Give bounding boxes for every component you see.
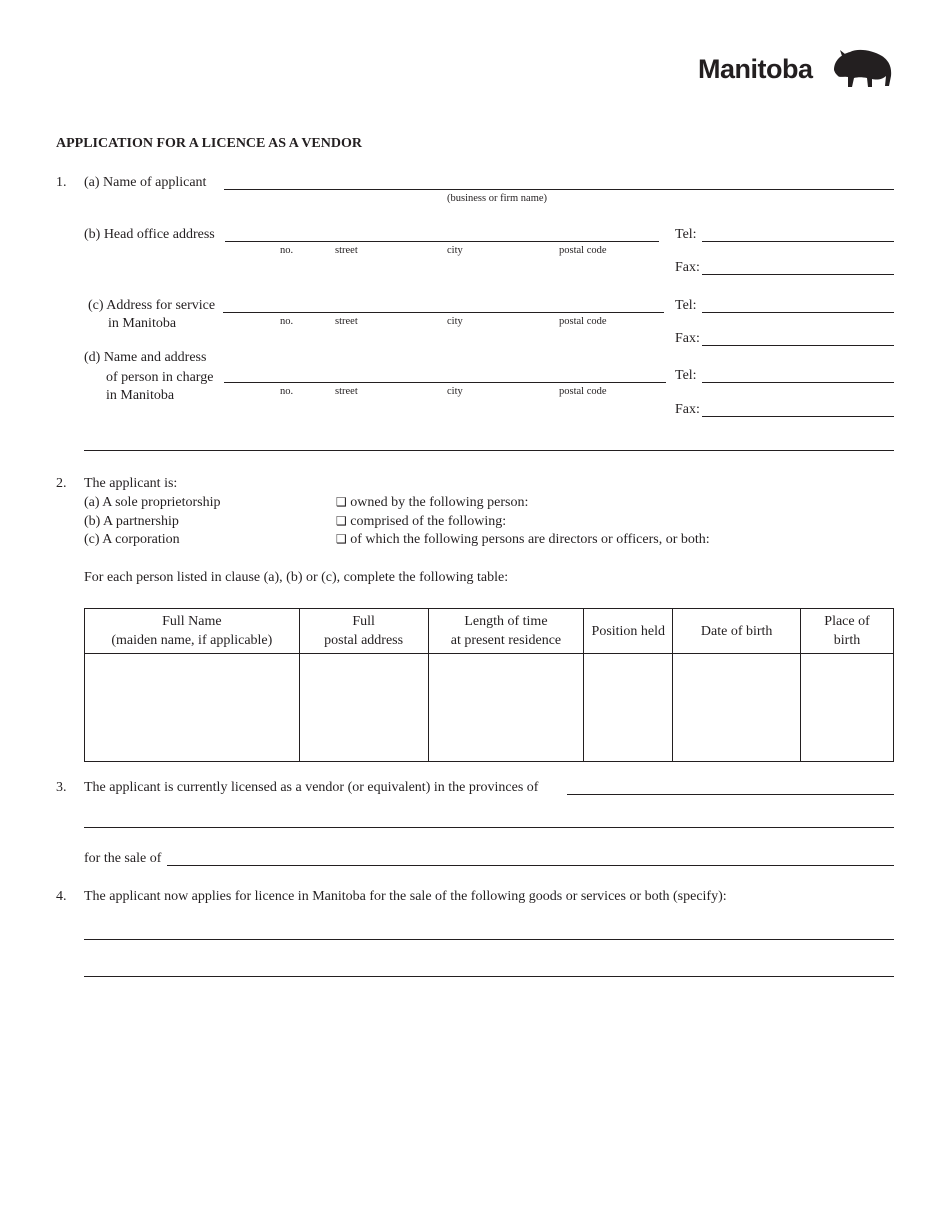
tel-label: Tel: bbox=[675, 227, 697, 242]
header-line: (maiden name, if applicable) bbox=[111, 633, 273, 648]
addr-postal: postal code bbox=[559, 245, 607, 256]
table-row bbox=[85, 654, 894, 762]
cell-place-of-birth[interactable] bbox=[801, 654, 894, 762]
header-line: Date of birth bbox=[700, 623, 773, 639]
addr-no: no. bbox=[280, 245, 294, 256]
form-title: APPLICATION FOR A LICENCE AS A VENDOR bbox=[56, 136, 362, 151]
q4-number: 4. bbox=[56, 889, 67, 904]
header-line: birth bbox=[833, 633, 861, 648]
header-line: at present residence bbox=[450, 633, 562, 648]
header-position-held bbox=[584, 609, 673, 654]
addr-city: city bbox=[447, 386, 463, 397]
q2-number: 2. bbox=[56, 476, 67, 491]
table-header-row bbox=[85, 609, 894, 654]
q1c-label-2: in Manitoba bbox=[108, 316, 177, 331]
service-fax-field[interactable] bbox=[702, 345, 894, 346]
addr-city: city bbox=[447, 245, 463, 256]
cell-position-held[interactable] bbox=[584, 654, 673, 762]
service-address-field[interactable] bbox=[223, 312, 664, 313]
header-full-name bbox=[85, 609, 300, 654]
goods-services-field-1[interactable] bbox=[84, 939, 894, 940]
header-line: Full Name bbox=[162, 614, 222, 629]
checkbox-label: of which the following persons are directors or officers, or both: bbox=[350, 532, 710, 547]
header-line: postal address bbox=[324, 633, 404, 648]
sale-of-label: for the sale of bbox=[84, 851, 162, 866]
person-in-charge-fax-field[interactable] bbox=[702, 416, 894, 417]
cell-date-of-birth[interactable] bbox=[673, 654, 801, 762]
head-office-tel-field[interactable] bbox=[702, 241, 894, 242]
cell-postal-address[interactable] bbox=[299, 654, 428, 762]
addr-postal: postal code bbox=[559, 386, 607, 397]
addr-street: street bbox=[335, 316, 358, 327]
addr-street: street bbox=[335, 245, 358, 256]
head-office-address-field[interactable] bbox=[225, 241, 659, 242]
fax-label: Fax: bbox=[675, 260, 700, 275]
q1c-label-1: (c) Address for service bbox=[88, 298, 216, 313]
fax-label: Fax: bbox=[675, 331, 700, 346]
person-in-charge-tel-field[interactable] bbox=[702, 382, 894, 383]
provinces-field-continued[interactable] bbox=[84, 827, 894, 828]
header-line: Position held bbox=[591, 623, 666, 639]
persons-table bbox=[84, 608, 894, 762]
q1a-label: (a) Name of applicant bbox=[84, 175, 207, 190]
q1-number: 1. bbox=[56, 175, 67, 190]
service-tel-field[interactable] bbox=[702, 312, 894, 313]
q1a-hint: (business or firm name) bbox=[447, 193, 548, 204]
person-in-charge-address-field[interactable] bbox=[224, 382, 666, 383]
checkbox-label: comprised of the following: bbox=[350, 514, 507, 529]
q4-text: The applicant now applies for licence in Manitoba for the sale of the following goods or services or both (specify): bbox=[84, 889, 727, 904]
bison-icon bbox=[832, 46, 894, 90]
addr-no: no. bbox=[280, 386, 294, 397]
fax-label: Fax: bbox=[675, 402, 700, 417]
header-place-of-birth bbox=[801, 609, 894, 654]
header-line: Full bbox=[352, 614, 375, 629]
head-office-fax-field[interactable] bbox=[702, 274, 894, 275]
cell-full-name[interactable] bbox=[85, 654, 300, 762]
q3-number: 3. bbox=[56, 780, 67, 795]
q1b-label: (b) Head office address bbox=[84, 227, 215, 242]
checkbox-icon[interactable]: ❑ bbox=[336, 495, 347, 509]
option-partnership: (b) A partnership bbox=[84, 514, 179, 529]
header-line: Place of bbox=[824, 614, 870, 629]
tel-label: Tel: bbox=[675, 368, 697, 383]
q2-intro: The applicant is: bbox=[84, 476, 178, 491]
checkbox-label: owned by the following person: bbox=[350, 495, 529, 510]
header-length-of-time bbox=[428, 609, 584, 654]
option-sole-proprietorship: (a) A sole proprietorship bbox=[84, 495, 221, 510]
applicant-name-field[interactable] bbox=[224, 189, 894, 190]
addr-no: no. bbox=[280, 316, 294, 327]
addr-city: city bbox=[447, 316, 463, 327]
q1d-label-1: (d) Name and address bbox=[84, 350, 207, 365]
addr-postal: postal code bbox=[559, 316, 607, 327]
addr-street: street bbox=[335, 386, 358, 397]
goods-services-field-2[interactable] bbox=[84, 976, 894, 977]
provinces-field[interactable] bbox=[567, 794, 894, 795]
manitoba-logo bbox=[698, 46, 894, 92]
header-date-of-birth bbox=[673, 609, 801, 654]
q1d-label-2: of person in charge bbox=[106, 370, 214, 385]
checkbox-row-sole[interactable] bbox=[336, 495, 528, 511]
option-corporation: (c) A corporation bbox=[84, 532, 180, 547]
checkbox-icon[interactable]: ❑ bbox=[336, 532, 347, 546]
checkbox-row-partnership[interactable] bbox=[336, 514, 506, 530]
header-postal-address bbox=[299, 609, 428, 654]
checkbox-row-corporation[interactable] bbox=[336, 532, 710, 548]
q1d-label-3: in Manitoba bbox=[106, 388, 175, 403]
sale-of-field[interactable] bbox=[167, 865, 894, 866]
q3-text: The applicant is currently licensed as a vendor (or equivalent) in the provinces of bbox=[84, 780, 539, 795]
person-in-charge-name-field[interactable] bbox=[84, 450, 894, 451]
table-intro: For each person listed in clause (a), (b) or (c), complete the following table: bbox=[84, 570, 509, 585]
cell-length-of-time[interactable] bbox=[428, 654, 584, 762]
header-line: Length of time bbox=[464, 614, 548, 629]
tel-label: Tel: bbox=[675, 298, 697, 313]
logo-text: Manitoba bbox=[698, 54, 813, 84]
checkbox-icon[interactable]: ❑ bbox=[336, 514, 347, 528]
